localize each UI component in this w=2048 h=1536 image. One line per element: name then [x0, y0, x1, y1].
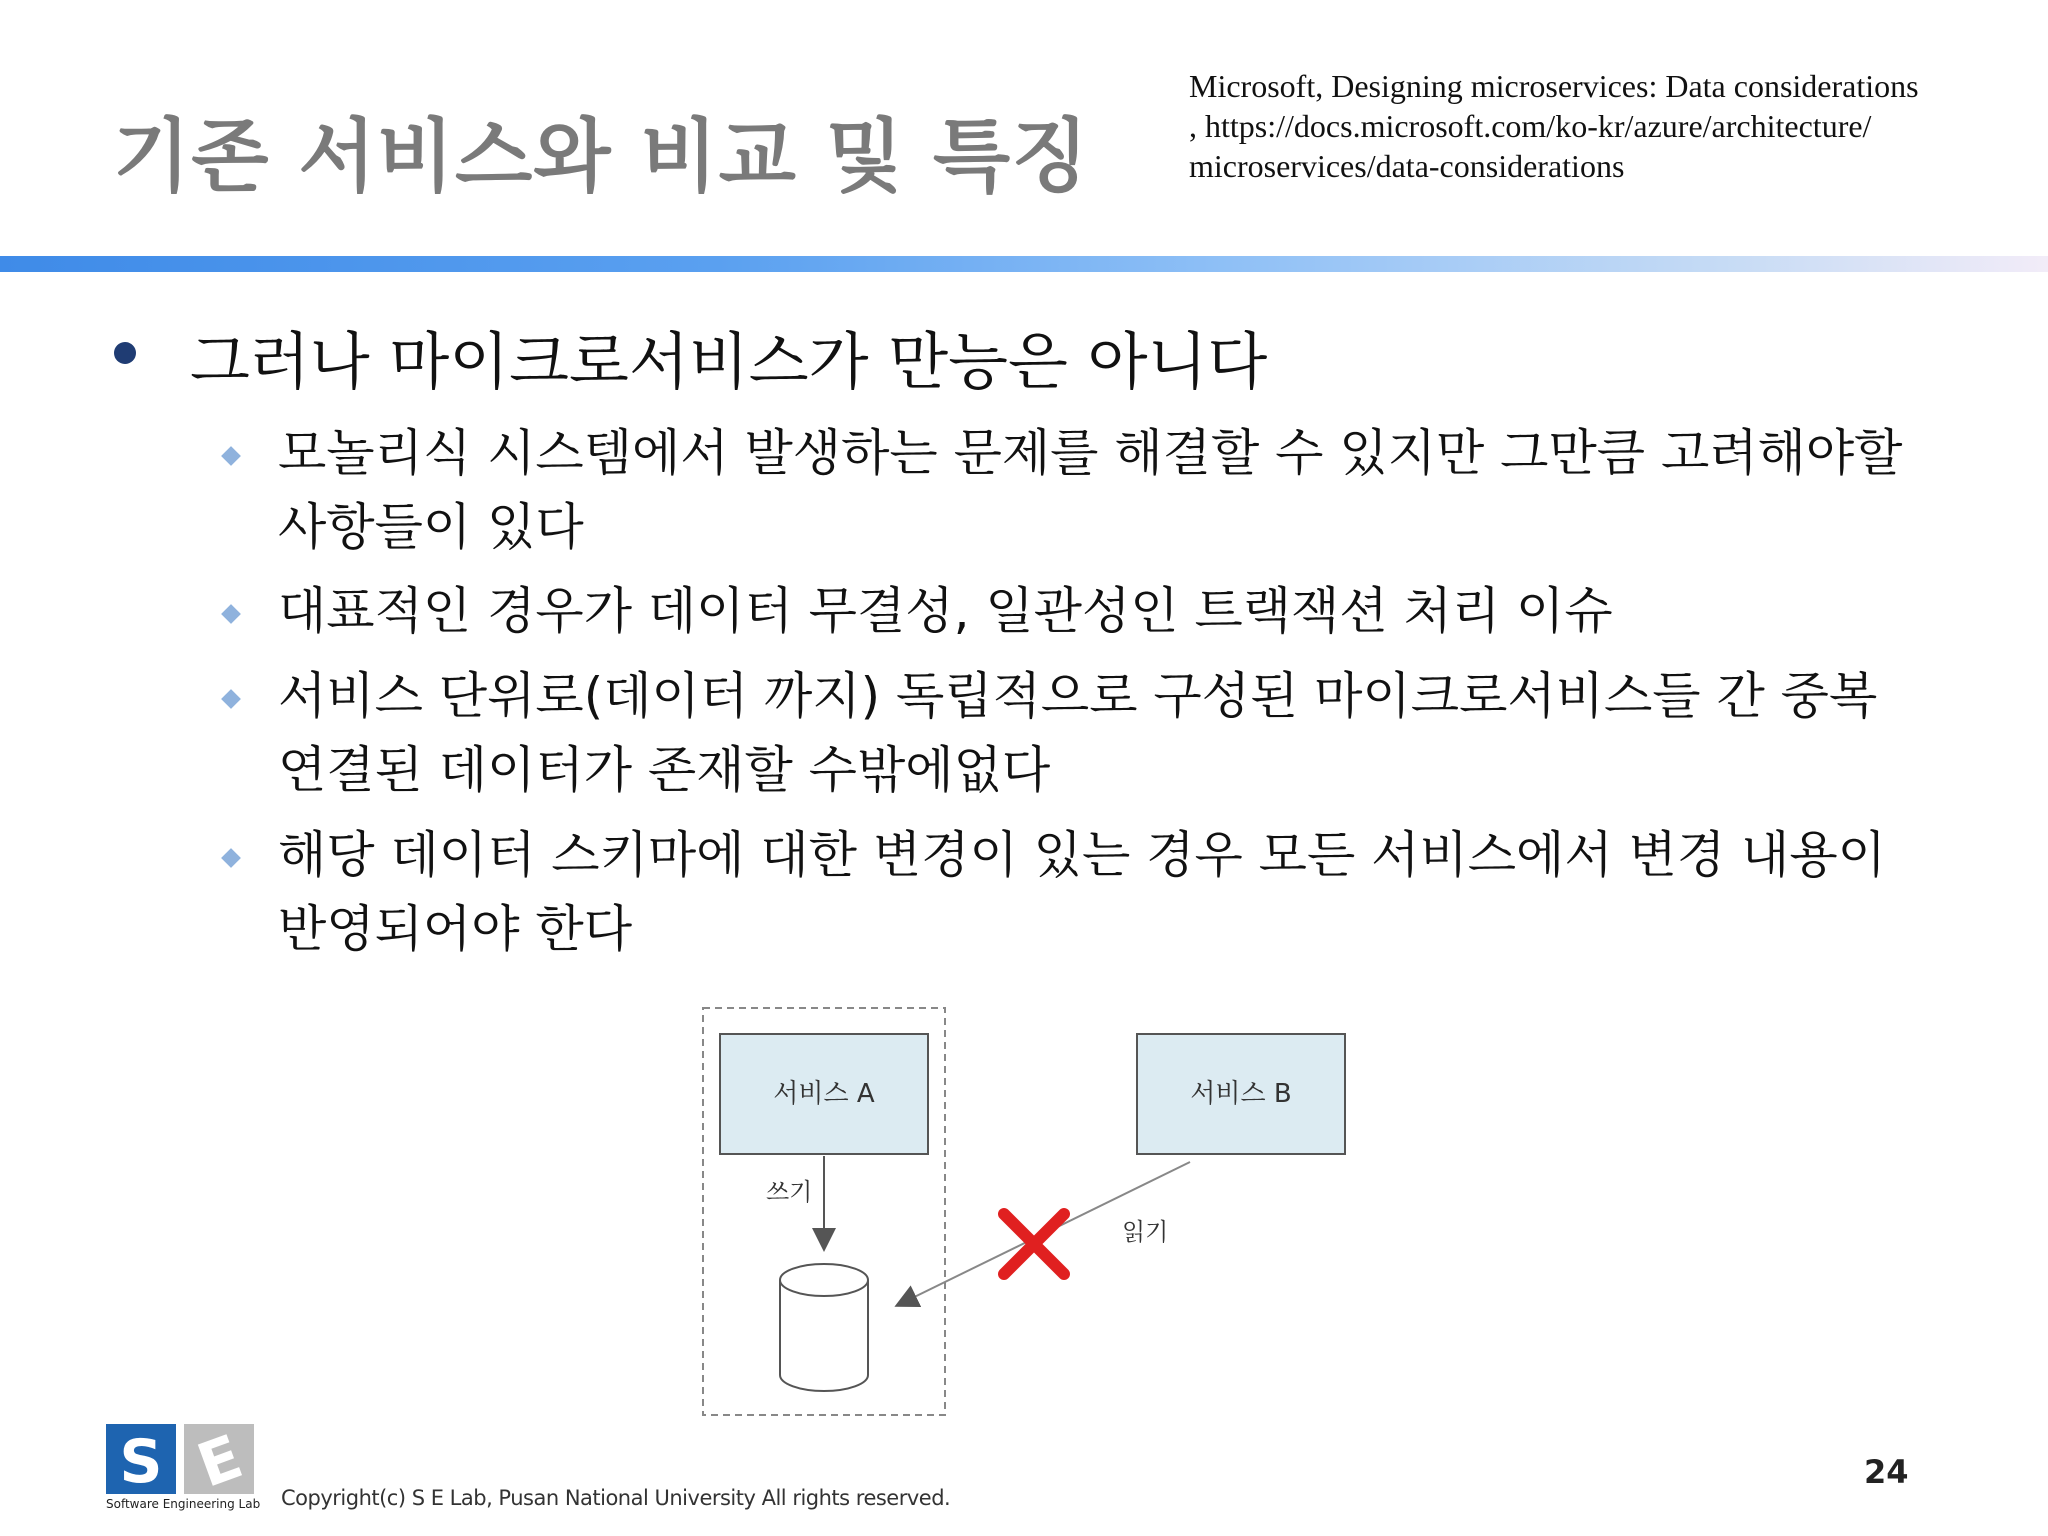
sub-bullet-1-line-2: 사항들이 있다	[278, 498, 584, 556]
sub-bullet-4	[278, 818, 1978, 966]
sub-bullet-4-line-2: 반영되어야 한다	[278, 900, 632, 958]
sub-bullet-2-line-1: 대표적인 경우가 데이터 무결성, 일관성인 트랙잭션 처리 이슈	[278, 582, 1613, 640]
diamond-bullet-icon	[221, 604, 241, 624]
sub-bullet-2	[278, 574, 1978, 648]
main-bullet-text: 그러나 마이크로서비스가 만능은 아니다	[190, 325, 1268, 398]
database-cylinder-icon	[780, 1264, 868, 1391]
diamond-bullet-icon	[221, 446, 241, 466]
diamond-bullet-icon	[221, 689, 241, 709]
reference-citation	[1189, 66, 2009, 186]
bullet-dot-icon	[114, 342, 136, 364]
svg-text:S: S	[119, 1427, 163, 1497]
reference-line-3: microservices/data-considerations	[1189, 148, 1625, 184]
sub-bullet-3-line-2: 연결된 데이터가 존재할 수밖에없다	[278, 741, 1051, 799]
data-ownership-diagram	[690, 1000, 1370, 1420]
sub-bullet-1	[278, 416, 1978, 564]
logo-caption: Software Engineering Lab	[106, 1497, 261, 1511]
slide-title: 기존 서비스와 비교 및 특징	[113, 110, 1090, 203]
read-label: 읽기	[1122, 1218, 1169, 1246]
service-a-label: 서비스 A	[773, 1079, 875, 1109]
sub-bullet-3	[278, 659, 1978, 807]
diamond-bullet-icon	[221, 848, 241, 868]
header-gradient-bar	[0, 256, 2048, 272]
svg-text:E: E	[188, 1421, 252, 1502]
reference-line-1: Microsoft, Designing microservices: Data considerations	[1189, 68, 1919, 104]
sub-bullet-4-line-1: 해당 데이터 스키마에 대한 변경이 있는 경우 모든 서비스에서 변경 내용이	[278, 826, 1886, 884]
copyright-text: Copyright(c) S E Lab, Pusan National University All rights reserved.	[281, 1486, 951, 1510]
sub-bullet-1-line-1: 모놀리식 시스템에서 발생하는 문제를 해결할 수 있지만 그만큼 고려해야할	[278, 424, 1903, 482]
service-b-label: 서비스 B	[1190, 1079, 1292, 1109]
reference-line-2: , https://docs.microsoft.com/ko-kr/azure/architecture/	[1189, 108, 1872, 144]
sub-bullet-3-line-1: 서비스 단위로(데이터 까지) 독립적으로 구성된 마이크로서비스들 간 중복	[278, 667, 1878, 725]
write-label: 쓰기	[766, 1178, 813, 1206]
page-number: 24	[1864, 1453, 1909, 1491]
blocked-x-icon	[1004, 1214, 1064, 1274]
